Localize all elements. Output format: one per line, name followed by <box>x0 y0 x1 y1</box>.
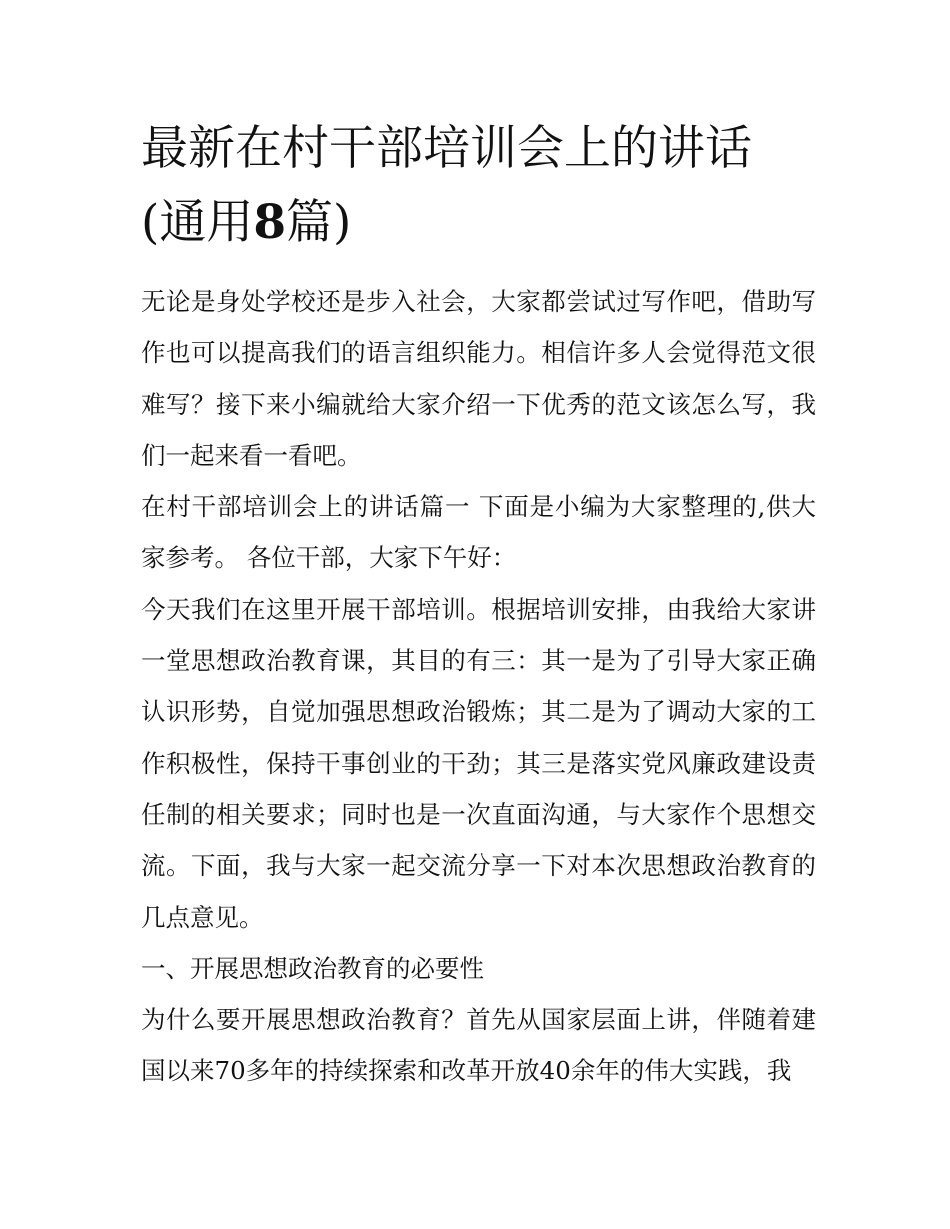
document-body <box>141 112 816 1097</box>
document-title <box>141 112 816 260</box>
paragraph-intro: 无论是身处学校还是步入社会，大家都尝试过写作吧，借助写作也可以提高我们的语言组织能力。相信许多人会觉得范文很难写？接下来小编就给大家介绍一下优秀的范文该怎么写，我们一起来看一看吧。 <box>141 287 816 470</box>
title-text: 最新在村干部培训会上的讲话(通用 <box>141 121 752 250</box>
paragraph-training-purpose: 今天我们在这里开展干部培训。根据培训安排，由我给大家讲一堂思想政治教育课，其目的有三：其一是为了引导大家正确认识形势，自觉加强思想政治锻炼；其二是为了调动大家的工作积极性，保持干事创业的干劲；其三是落实党风廉政建设责任制的相关要求；同时也是一次直面沟通，与大家作个思想交流。下面，我与大家一起交流分享一下对本次思想政治教育的几点意见。 <box>141 594 816 932</box>
paragraph-necessity: 为什么要开展思想政治教育？首先从国家层面上讲，伴随着建国以来70多年的持续探索和改革开放40余年的伟大实践，我 <box>141 1005 816 1086</box>
title-suffix: 篇) <box>286 195 352 250</box>
title-number: 8 <box>253 195 287 250</box>
section-heading: 一、开展思想政治教育的必要性 <box>141 953 484 983</box>
paragraph-section-one: 在村干部培训会上的讲话篇一 下面是小编为大家整理的,供大家参考。 各位干部，大家下午好： <box>141 492 816 573</box>
